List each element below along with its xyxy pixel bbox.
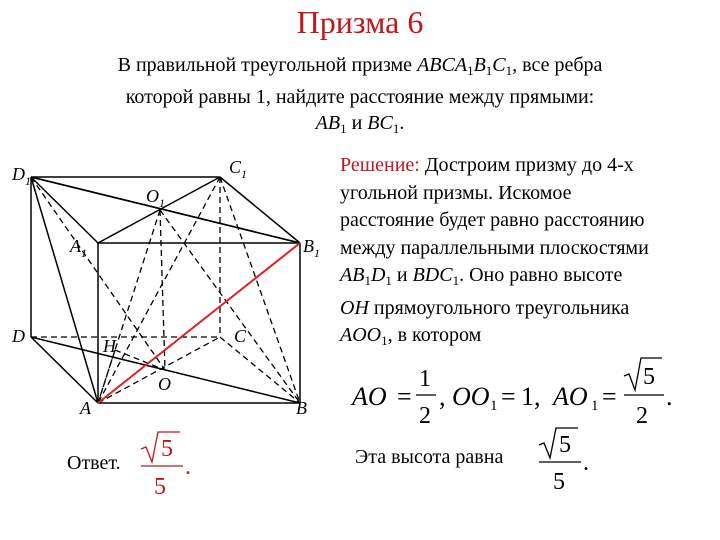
svg-text:2: 2: [419, 403, 431, 429]
answer-label: Ответ.: [67, 452, 121, 474]
svg-text:O: O: [158, 374, 171, 394]
svg-text:B: B: [296, 398, 307, 418]
answer-fraction: [141, 432, 191, 500]
svg-text:AO: AO: [553, 382, 588, 411]
svg-text:O1: $O_1$: [146, 186, 165, 210]
svg-text:,: ,: [439, 382, 446, 411]
height-fraction: [539, 428, 589, 495]
problem-line-2: которой равны 1, найдите расстояние между прямыми:: [125, 86, 595, 108]
prism-hidden-edges: [31, 177, 300, 403]
svg-text:AO: AO: [352, 382, 387, 411]
svg-text:A1: $A_1$: [70, 236, 87, 260]
svg-text:=: =: [501, 382, 516, 411]
svg-text:A: A: [80, 398, 91, 418]
slide-title: Призма 6: [296, 4, 424, 40]
svg-text:=: =: [602, 382, 617, 411]
svg-text:1: 1: [591, 398, 599, 414]
svg-text:D: D: [12, 326, 25, 346]
svg-text:1: 1: [419, 366, 431, 392]
svg-text:5: 5: [553, 469, 565, 495]
svg-text:1,: 1,: [521, 382, 541, 411]
svg-text:.: .: [185, 454, 191, 480]
solution-label: Решение:: [340, 154, 420, 176]
svg-text:D1: $D_1$: [12, 164, 31, 188]
height-text: Эта высота равна: [355, 446, 504, 468]
svg-text:5: 5: [643, 364, 655, 390]
svg-text:B1: $B_1$: [303, 236, 320, 260]
solution-text: Решение: Достроим призму до 4-х угольной призмы. Искомое расстояние будет равно расстоянию между параллельными плоскостями $AB_1D_1$ и $BDC_1$. Оно равно высоте OH прямоугольного треугольника $AOO_1$, в котором: [340, 154, 649, 348]
svg-text:OO: OO: [452, 382, 490, 411]
svg-text:5: 5: [559, 432, 571, 458]
svg-text:=: =: [397, 382, 412, 411]
svg-text:C: C: [234, 326, 247, 346]
svg-text:H: H: [103, 336, 116, 356]
red-line-ab1: [98, 243, 300, 403]
svg-text:1: 1: [490, 398, 498, 414]
svg-text:.: .: [583, 450, 589, 476]
svg-text:2: 2: [636, 403, 648, 429]
formula: [350, 358, 673, 429]
svg-text:5: 5: [161, 436, 173, 462]
svg-text:C1: $C_1$: [229, 157, 248, 181]
problem-line-1: В правильной треугольной призме $ABCA_1B_1C_1$, все ребра: [117, 54, 603, 78]
svg-text:.: .: [666, 382, 673, 411]
problem-line-3: $AB_1$ и $BC_1$.: [315, 112, 405, 136]
svg-text:5: 5: [154, 474, 166, 500]
point-labels: [11, 157, 320, 418]
